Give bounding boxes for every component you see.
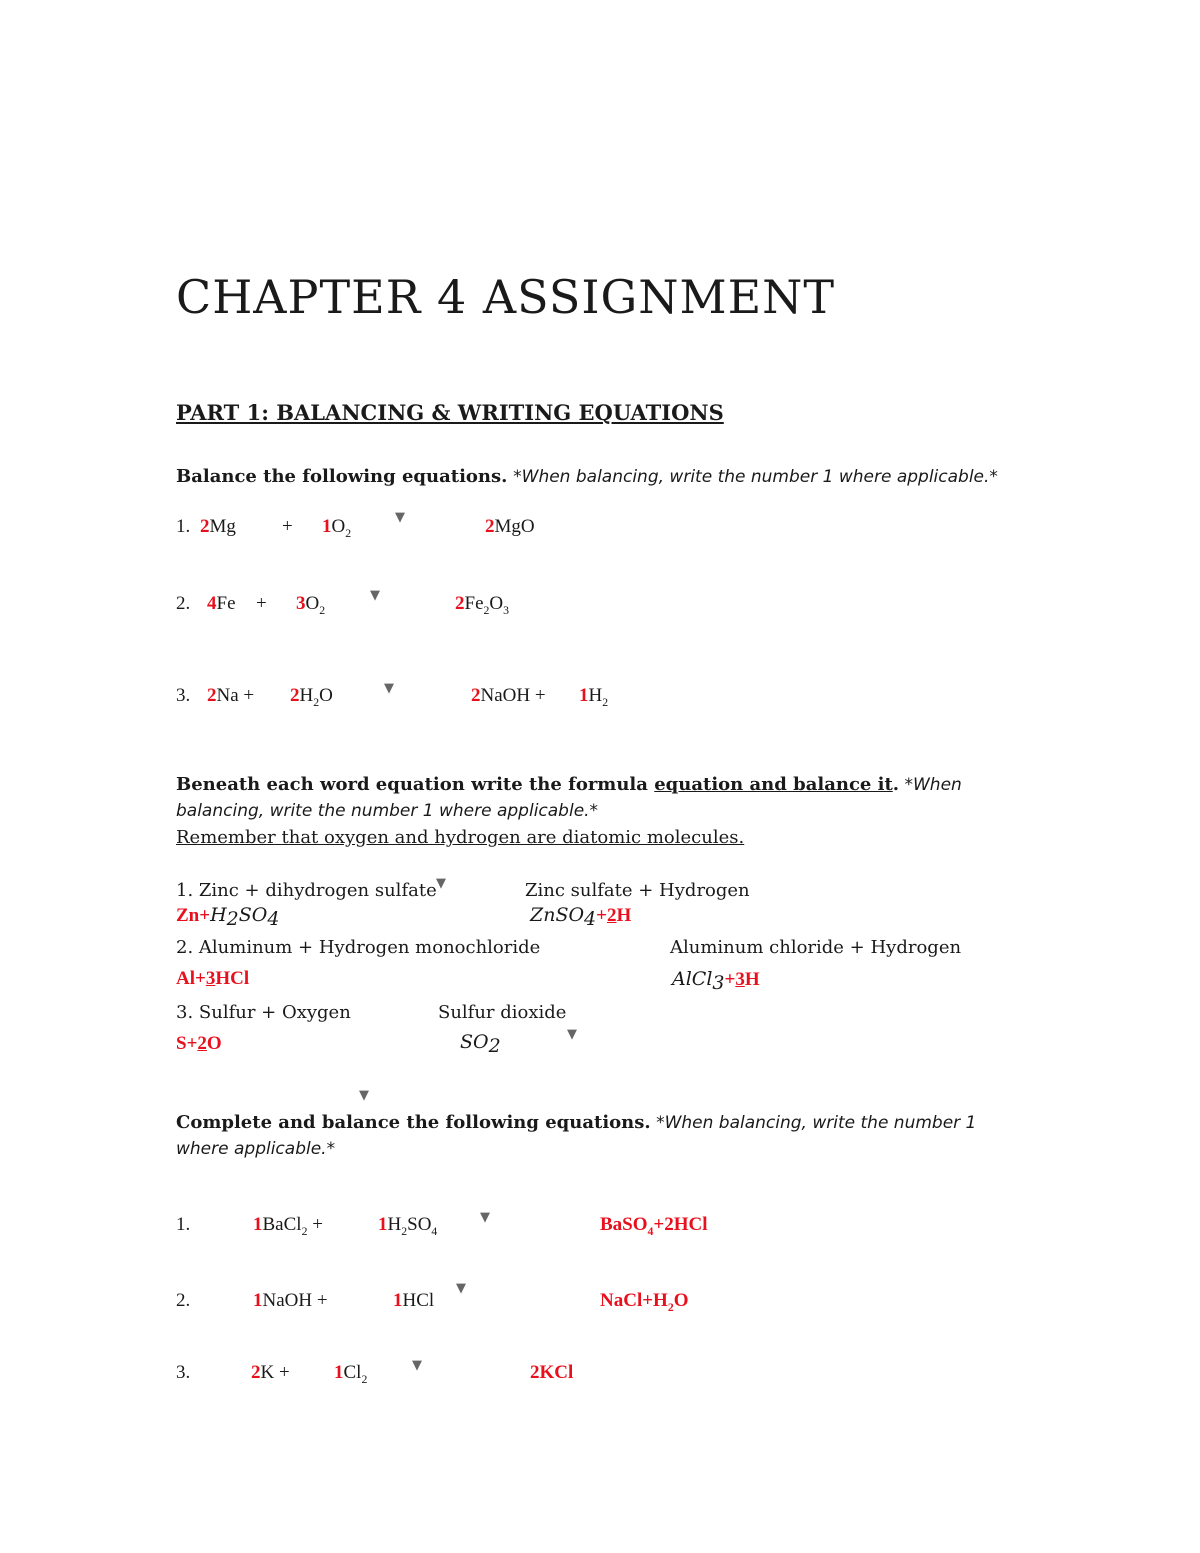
q1-reactant1 — [200, 516, 236, 538]
q3-sub4: 2 — [602, 695, 609, 709]
q3-number: 3. — [176, 685, 191, 706]
section2-note: Remember that oxygen and hydrogen are diatomic molecules. — [176, 827, 745, 848]
word-eq3-right: Sulfur dioxide — [438, 1002, 567, 1023]
word-eq1-left: 1. Zinc + dihydrogen sulfate — [176, 880, 437, 901]
arrow-icon: ▼ — [436, 876, 446, 891]
q2-reactant2 — [296, 593, 325, 618]
arrow-icon: ▼ — [395, 510, 405, 525]
arrow-icon: ▼ — [567, 1027, 577, 1042]
q2-sub2: 2 — [319, 603, 326, 617]
instruction-period: . — [892, 774, 900, 795]
q1-reactant2 — [322, 516, 351, 541]
s3q3-formula2: Cl — [343, 1362, 362, 1383]
eq1-h-product: H — [616, 905, 632, 926]
s3q1-formula2b: SO — [407, 1214, 432, 1235]
formula-eq1-products — [530, 904, 631, 930]
q1-product — [485, 516, 535, 538]
s3q3-reactant2 — [334, 1362, 367, 1387]
q2-number: 2. — [176, 593, 191, 614]
q2-sub3a: 2 — [483, 603, 490, 617]
section2-instruction-line1 — [176, 774, 962, 795]
s3q1-coef2: 1 — [378, 1214, 388, 1235]
s3q2-formula2: HCl — [402, 1290, 435, 1311]
eq1-h: H — [210, 904, 227, 926]
s3q3-coef1: 2 — [251, 1362, 261, 1383]
q1-coef3: 2 — [485, 516, 495, 537]
eq2-alcl: AlCl — [672, 968, 713, 990]
q2-coef3: 2 — [455, 593, 465, 614]
eq3-coef: 2 — [197, 1033, 207, 1054]
q2-product — [455, 593, 509, 618]
eq3-s: S+ — [176, 1033, 198, 1054]
instruction-italic: *When balancing, write the number 1 — [650, 1113, 977, 1133]
word-eq2-left: 2. Aluminum + Hydrogen monochloride — [176, 937, 541, 958]
eq2-plus: + — [724, 969, 736, 990]
s3q1-baso-sub: 4 — [647, 1224, 654, 1238]
q3-formula2a: H — [299, 685, 314, 706]
s3q1-reactant1 — [253, 1214, 323, 1239]
q1-plus: + — [282, 516, 293, 537]
instruction-italic: *When balancing, write the number 1 where applicable.* — [513, 467, 998, 487]
s3q3-product: 2KCl — [530, 1362, 574, 1383]
s3q1-coef1: 1 — [253, 1214, 263, 1235]
q3-coef4: 1 — [579, 685, 589, 706]
section2-instruction-line2: balancing, write the number 1 where applicable.* — [176, 801, 599, 821]
section3-instruction-line2: where applicable.* — [176, 1139, 336, 1159]
section3-instruction-line1 — [176, 1112, 976, 1133]
arrow-icon: ▼ — [456, 1281, 466, 1296]
s3q2-o: O — [673, 1290, 689, 1311]
q1-formula2: O — [331, 516, 346, 537]
word-eq1-right: Zinc sulfate + Hydrogen — [525, 880, 750, 901]
q1-sub2: 2 — [345, 526, 352, 540]
eq1-so: SO — [238, 904, 268, 926]
page-title: CHAPTER 4 ASSIGNMENT — [176, 270, 836, 324]
q3-product2 — [579, 685, 608, 710]
q1-coef2: 1 — [322, 516, 332, 537]
eq1-h-sub: 2 — [226, 908, 239, 931]
instruction-italic: *When — [899, 775, 962, 795]
eq2-coef2: 3 — [735, 969, 745, 990]
s3q3-coef2: 1 — [334, 1362, 344, 1383]
word-eq2-right: Aluminum chloride + Hydrogen — [670, 937, 962, 958]
s3q1-reactant2 — [378, 1214, 437, 1239]
q2-reactant1 — [207, 593, 236, 615]
s3q1-sub2a: 2 — [401, 1224, 408, 1238]
arrow-icon: ▼ — [370, 588, 380, 603]
instruction-bold: Beneath each word equation write the formula — [176, 774, 655, 795]
formula-eq2-products — [672, 968, 760, 994]
s3q1-hcl: +2HCl — [653, 1214, 708, 1235]
arrow-icon: ▼ — [359, 1088, 369, 1103]
s3q1-formula1: BaCl — [262, 1214, 302, 1235]
q2-coef2: 3 — [296, 593, 306, 614]
s3q2-nacl: NaCl+H — [600, 1290, 668, 1311]
s3q3-sub2: 2 — [361, 1372, 368, 1386]
s3q2-coef2: 1 — [393, 1290, 403, 1311]
eq3-so-sub: 2 — [488, 1035, 501, 1058]
eq1-zn: Zn+ — [176, 905, 211, 926]
eq2-al: Al+ — [176, 968, 206, 989]
eq2-hcl: HCl — [215, 968, 250, 989]
q2-plus: + — [256, 593, 267, 614]
q3-formula2b: O — [319, 685, 333, 706]
q3-coef2: 2 — [290, 685, 300, 706]
s3q1-sub2b: 4 — [431, 1224, 438, 1238]
arrow-icon: ▼ — [412, 1358, 422, 1373]
word-eq3-left: 3. Sulfur + Oxygen — [176, 1002, 351, 1023]
instruction-bold: Complete and balance the following equations. — [176, 1112, 651, 1133]
s3q2-coef1: 1 — [253, 1290, 263, 1311]
formula-eq2-reactants — [176, 968, 249, 990]
s3q1-formula2a: H — [387, 1214, 402, 1235]
s3q1-number: 1. — [176, 1214, 191, 1235]
s3q2-h-sub: 2 — [667, 1300, 674, 1314]
s3q3-number: 3. — [176, 1362, 191, 1383]
q1-formula3: MgO — [494, 516, 535, 537]
q2-formula1: Fe — [216, 593, 236, 614]
q3-coef1: 2 — [207, 685, 217, 706]
q3-formula4: H — [588, 685, 603, 706]
arrow-icon: ▼ — [384, 681, 394, 696]
eq1-znso: ZnSO — [530, 904, 585, 926]
q1-formula1: Mg — [209, 516, 236, 537]
s3q2-reactant1 — [253, 1290, 328, 1312]
eq2-alcl-sub: 3 — [712, 972, 725, 995]
s3q2-reactant2 — [393, 1290, 434, 1312]
q3-sub2: 2 — [313, 695, 320, 709]
part1-heading: PART 1: BALANCING & WRITING EQUATIONS — [176, 400, 724, 425]
formula-eq1-reactants — [176, 904, 279, 930]
s3q2-formula1: NaOH + — [262, 1290, 328, 1311]
eq1-znso-sub: 4 — [584, 908, 597, 931]
s3q1-sub1: 2 — [301, 1224, 308, 1238]
s3q2-number: 2. — [176, 1290, 191, 1311]
eq1-so-sub: 4 — [267, 908, 280, 931]
eq2-coef: 3 — [205, 968, 216, 989]
q3-formula3: NaOH + — [480, 685, 546, 706]
arrow-icon: ▼ — [480, 1210, 490, 1225]
q2-sub3b: 3 — [503, 603, 510, 617]
s3q3-reactant1 — [251, 1362, 290, 1384]
formula-eq3-reactants — [176, 1033, 222, 1055]
eq2-h-product: H — [744, 969, 760, 990]
q3-formula1: Na + — [216, 685, 255, 706]
q3-reactant1 — [207, 685, 254, 707]
eq1-coef: 2 — [606, 905, 617, 926]
s3q1-baso: BaSO — [600, 1214, 648, 1235]
q1-number: 1. — [176, 516, 191, 537]
formula-eq3-products — [460, 1031, 501, 1057]
s3q3-formula1: K + — [260, 1362, 290, 1383]
q2-formula2: O — [305, 593, 320, 614]
s3q1-product — [600, 1214, 708, 1239]
eq3-so: SO — [460, 1031, 489, 1053]
eq3-o: O — [206, 1033, 222, 1054]
eq1-plus: + — [596, 905, 607, 926]
q2-formula3a: Fe — [464, 593, 484, 614]
q3-coef3: 2 — [471, 685, 481, 706]
s3q2-product — [600, 1290, 689, 1315]
s3q1-plus: + — [307, 1214, 323, 1235]
section1-instruction — [176, 466, 998, 487]
q2-formula3b: O — [489, 593, 504, 614]
q2-coef1: 4 — [207, 593, 217, 614]
q1-coef1: 2 — [200, 516, 210, 537]
q3-reactant2 — [290, 685, 333, 710]
instruction-bold: Balance the following equations. — [176, 466, 508, 487]
q3-product1 — [471, 685, 546, 707]
instruction-bold-underlined: equation and balance it — [654, 774, 893, 795]
